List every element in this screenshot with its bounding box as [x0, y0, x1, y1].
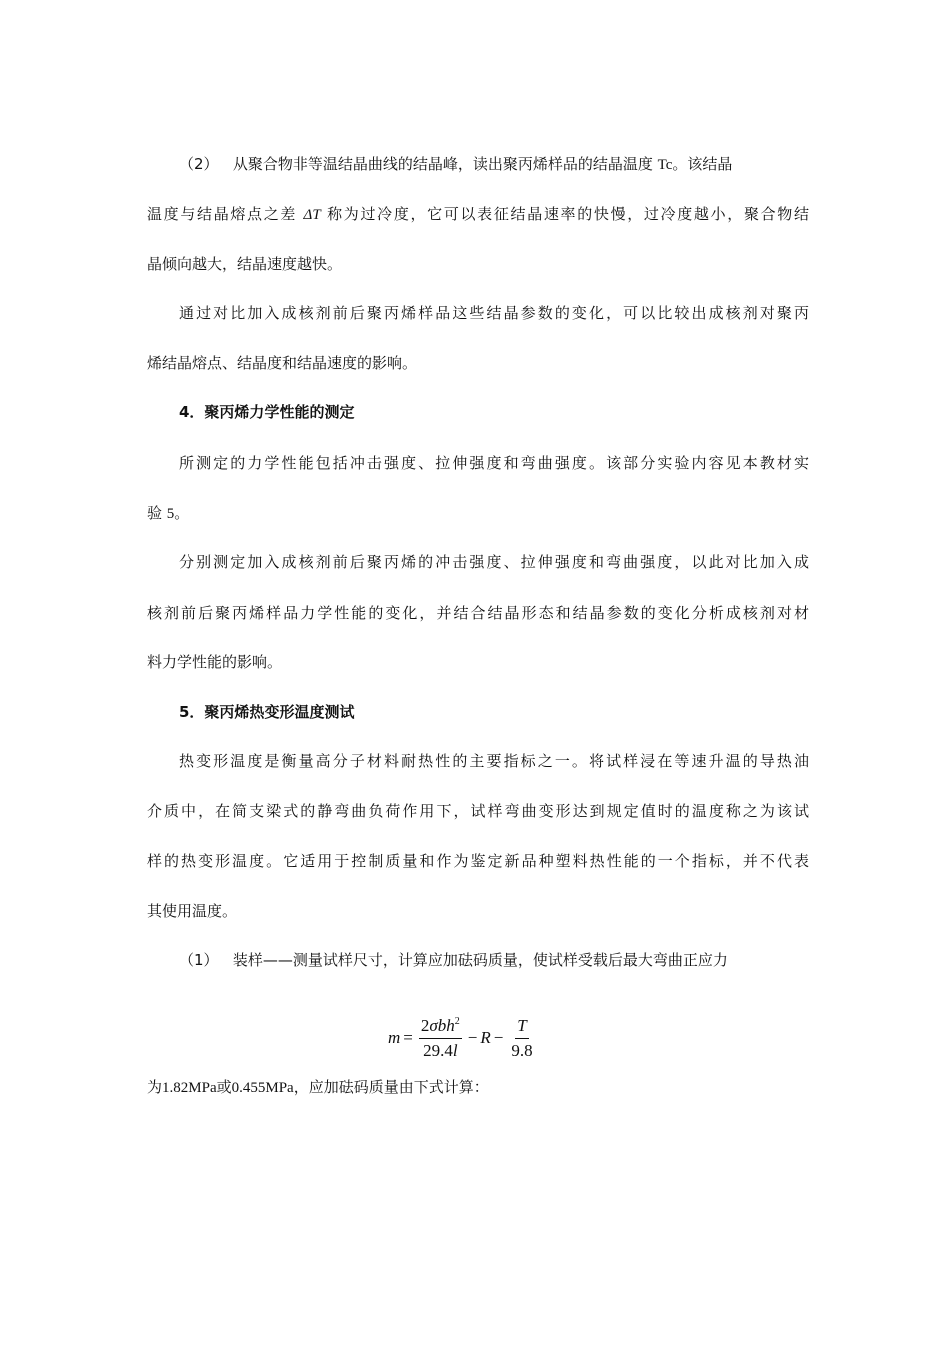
paragraph-3-line-2 [147, 503, 809, 524]
formula-minus: − [493, 1028, 504, 1047]
coefficient: 2 [420, 1015, 430, 1035]
constant: 29.4 [423, 1040, 453, 1060]
variables: σbh [429, 1015, 455, 1035]
paragraph-5-line-2: 介质中，在简支梁式的静弯曲负荷作用下，试样弯曲变形达到规定值时的温度称之为该试 [147, 802, 809, 820]
paragraph-4-line-3: 料力学性能的影响。 [147, 653, 283, 671]
formula-minus: − [467, 1028, 478, 1047]
section-heading-4: 4．聚丙烯力学性能的测定 [179, 403, 355, 421]
text-run: 称为过冷度，它可以表征结晶速率的快慢，过冷度越小，聚合物结 [327, 205, 809, 223]
text-run: ，应加砝码质量由下式计算： [293, 1078, 489, 1096]
mass-formula [388, 1012, 538, 1064]
paragraph-5-line-3: 样的热变形温度。它适用于控制质量和作为鉴定新品种塑料热性能的一个指标，并不代表 [147, 852, 809, 870]
section-heading-5: 5．聚丙烯热变形温度测试 [179, 703, 355, 721]
paragraph-7-line-1 [147, 1077, 809, 1098]
fraction-2-numerator: T [515, 1016, 528, 1039]
paragraph-1-line-3: 晶倾向越大，结晶速度越快。 [147, 255, 343, 273]
text-run: 验 [147, 504, 167, 522]
paragraph-5-line-1: 热变形温度是衡量高分子材料耐热性的主要指标之一。将试样浸在等速升温的导热油 [179, 752, 809, 770]
experiment-number: 5 [166, 506, 175, 522]
formula-r: R [480, 1028, 491, 1047]
fraction-1-numerator [419, 1016, 462, 1039]
tc-symbol: Tc [657, 157, 673, 173]
formula-equals: = [403, 1028, 413, 1047]
exponent: 2 [454, 1015, 460, 1027]
stress-value-1: 1.82MPa [162, 1080, 217, 1096]
item-number: （1） [179, 951, 219, 969]
variable: l [452, 1040, 458, 1060]
text-run: 或 [216, 1078, 232, 1096]
fraction-2-denominator: 9.8 [511, 1040, 533, 1060]
stress-value-2: 0.455MPa [231, 1080, 294, 1096]
text-run: 从聚合物非等温结晶曲线的结晶峰，读出聚丙烯样品的结晶温度 [232, 155, 658, 173]
paragraph-3-line-1: 所测定的力学性能包括冲击强度、拉伸强度和弯曲强度。该部分实验内容见本教材实 [179, 454, 809, 472]
paragraph-1-line-2 [147, 204, 809, 225]
text-run: 装样——测量试样尺寸，计算应加砝码质量，使试样受载后最大弯曲正应力 [232, 951, 728, 969]
paragraph-2-line-1: 通过对比加入成核剂前后聚丙烯样品这些结晶参数的变化，可以比较出成核剂对聚丙 [179, 304, 809, 322]
paragraph-4-line-1: 分别测定加入成核剂前后聚丙烯的冲击强度、拉伸强度和弯曲强度，以此对比加入成 [179, 553, 809, 571]
paragraph-4-line-2: 核剂前后聚丙烯样品力学性能的变化，并结合结晶形态和结晶参数的变化分析成核剂对材 [147, 604, 809, 622]
text-run: 。 [174, 504, 190, 522]
fraction-2 [509, 1016, 534, 1061]
text-run: 温度与结晶熔点之差 [147, 205, 298, 223]
paragraph-6-line-1 [179, 950, 809, 970]
fraction-1-denominator [421, 1039, 459, 1061]
fraction-1 [419, 1016, 462, 1061]
text-run: 。该结晶 [672, 155, 733, 173]
formula-lhs: m [388, 1028, 401, 1047]
paragraph-5-line-4: 其使用温度。 [147, 902, 238, 920]
text-run: 为 [147, 1078, 163, 1096]
item-number: （2） [179, 155, 219, 173]
paragraph-2-line-2: 烯结晶熔点、结晶度和结晶速度的影响。 [147, 354, 418, 372]
paragraph-1-line-1 [179, 154, 809, 175]
delta-t-symbol: ΔT [303, 207, 321, 223]
